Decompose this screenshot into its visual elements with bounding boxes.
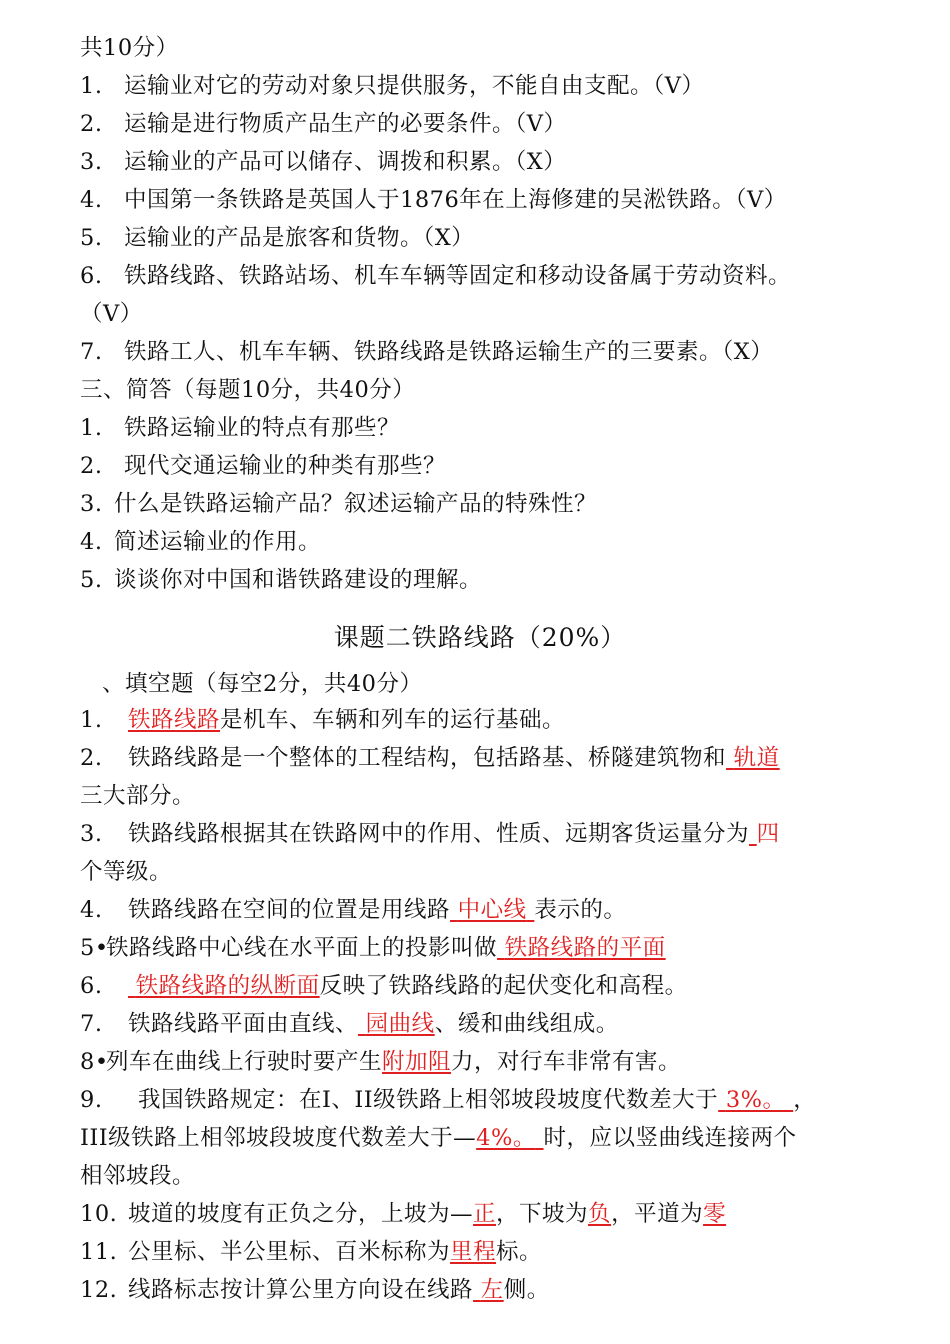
item-text: 运输是进行物质产品生产的必要条件。（V） bbox=[124, 111, 567, 137]
item-number: 1. bbox=[80, 415, 103, 441]
list-item bbox=[80, 106, 567, 142]
question-text: 铁路线路中心线在水平面上的投影叫做 bbox=[106, 935, 498, 961]
fill-question bbox=[80, 740, 780, 776]
item-number: 9. bbox=[80, 1087, 103, 1113]
fill-question bbox=[80, 1082, 816, 1118]
list-item bbox=[80, 524, 321, 560]
answer-blank: 园曲线 bbox=[365, 1011, 435, 1037]
item-text: 中国第一条铁路是英国人于1876年在上海修建的吴淞铁路。（V） bbox=[124, 187, 787, 213]
list-item-continuation: （V） bbox=[80, 301, 143, 327]
fill-question bbox=[80, 1006, 619, 1042]
item-number: 5. bbox=[80, 567, 103, 593]
question-text: ，下坡为 bbox=[496, 1201, 589, 1227]
question-text: 表示的。 bbox=[534, 897, 627, 923]
answer-blank: 左 bbox=[480, 1277, 504, 1303]
question-text: 铁路线路是一个整体的工程结构，包括路基、桥隧建筑物和 bbox=[128, 745, 727, 771]
question-text: III级铁路上相邻坡段坡度代数差大于— bbox=[80, 1125, 477, 1151]
answer-blank: 里程 bbox=[450, 1239, 497, 1265]
answer-blank: 铁路线路的纵断面 bbox=[135, 973, 320, 999]
question-text: ，平道为 bbox=[611, 1201, 704, 1227]
item-number: 2. bbox=[80, 453, 103, 479]
list-item bbox=[80, 334, 773, 370]
answer-blank bbox=[749, 821, 757, 847]
fill-in-heading: 、填空题（每空2分，共40分） bbox=[102, 671, 423, 697]
answer-blank: 中心线 bbox=[457, 897, 527, 923]
question-text: 线路标志按计算公里方向设在线路 bbox=[128, 1277, 474, 1303]
question-text: 公里标、半公里标、百米标称为 bbox=[128, 1239, 451, 1265]
question-text: 列车在曲线上行驶时要产生 bbox=[106, 1049, 383, 1075]
answer-blank: 附加阻 bbox=[382, 1049, 452, 1075]
item-text: 铁路运输业的特点有那些？ bbox=[124, 415, 401, 441]
question-continuation bbox=[80, 1120, 797, 1156]
item-text: 运输业的产品是旅客和货物。（X） bbox=[124, 225, 475, 251]
answer-blank: 3%。 bbox=[725, 1087, 786, 1113]
question-text: ， bbox=[793, 1087, 817, 1113]
item-number: 3. bbox=[80, 821, 103, 847]
fill-question bbox=[80, 1044, 681, 1080]
question-text: 坡道的坡度有正负之分，上坡为— bbox=[128, 1201, 474, 1227]
question-text: 我国铁路规定：在I、II级铁路上相邻坡段坡度代数差大于 bbox=[138, 1087, 719, 1113]
item-number: 1. bbox=[80, 73, 103, 99]
item-number: 10. bbox=[80, 1201, 118, 1227]
fill-question bbox=[80, 892, 626, 928]
item-text: 谈谈你对中国和谐铁路建设的理解。 bbox=[114, 567, 483, 593]
list-item bbox=[80, 182, 787, 218]
list-item bbox=[80, 68, 705, 104]
answer-blank: 正 bbox=[473, 1201, 497, 1227]
question-continuation: 三大部分。 bbox=[80, 783, 196, 809]
item-text: 运输业对它的劳动对象只提供服务，不能自由支配。（V） bbox=[124, 73, 705, 99]
question-text: 标。 bbox=[496, 1239, 543, 1265]
item-text: 铁路工人、机车车辆、铁路线路是铁路运输生产的三要素。（X） bbox=[124, 339, 774, 365]
answer-blank: 4%。 bbox=[476, 1125, 536, 1151]
item-number: 3. bbox=[80, 491, 103, 517]
fill-question bbox=[80, 968, 688, 1004]
list-item bbox=[80, 562, 482, 598]
item-number: 5. bbox=[80, 225, 103, 251]
list-item bbox=[80, 486, 597, 522]
fill-question bbox=[80, 1272, 550, 1308]
answer-blank: 负 bbox=[588, 1201, 612, 1227]
item-number: 2. bbox=[80, 745, 103, 771]
fill-question bbox=[80, 930, 666, 966]
item-number: 2. bbox=[80, 111, 103, 137]
item-text: 运输业的产品可以储存、调拨和积累。（X） bbox=[124, 149, 567, 175]
question-text: 侧。 bbox=[503, 1277, 550, 1303]
item-number: 8• bbox=[80, 1049, 109, 1075]
item-number: 4. bbox=[80, 529, 103, 555]
item-number: 3. bbox=[80, 149, 103, 175]
answer-text: 四 bbox=[756, 821, 780, 847]
item-number: 7. bbox=[80, 1011, 103, 1037]
item-number: 12. bbox=[80, 1277, 118, 1303]
item-number: 6. bbox=[80, 973, 103, 999]
item-number: 4. bbox=[80, 187, 103, 213]
item-text: 什么是铁路运输产品？叙述运输产品的特殊性？ bbox=[114, 491, 598, 517]
list-item bbox=[80, 258, 791, 294]
list-item bbox=[80, 144, 566, 180]
list-item bbox=[80, 410, 400, 446]
list-item bbox=[80, 220, 474, 256]
question-text: 反映了铁路线路的起伏变化和高程。 bbox=[319, 973, 688, 999]
item-number: 11. bbox=[80, 1239, 118, 1265]
fill-question bbox=[80, 1234, 542, 1270]
answer-blank: 铁路线路的平面 bbox=[504, 935, 666, 961]
question-text: 铁路线路平面由直线、 bbox=[128, 1011, 359, 1037]
question-text: 时，应以竖曲线连接两个 bbox=[543, 1125, 797, 1151]
question-text: 铁路线路在空间的位置是用线路 bbox=[128, 897, 451, 923]
item-number: 4. bbox=[80, 897, 103, 923]
item-text: 铁路线路、铁路站场、机车车辆等固定和移动设备属于劳动资料。 bbox=[124, 263, 792, 289]
question-continuation: 相邻坡段。 bbox=[80, 1163, 196, 1189]
item-text: 简述运输业的作用。 bbox=[114, 529, 322, 555]
item-number: 5• bbox=[80, 935, 109, 961]
topic-title: 课题二铁路线路（20%） bbox=[333, 623, 627, 652]
list-item bbox=[80, 448, 446, 484]
item-text: 现代交通运输业的种类有那些？ bbox=[124, 453, 447, 479]
question-continuation: 个等级。 bbox=[80, 859, 173, 885]
fill-question bbox=[80, 816, 780, 852]
question-text: 力，对行车非常有害。 bbox=[451, 1049, 682, 1075]
answer-blank: 铁路线路 bbox=[128, 707, 221, 733]
item-number: 1. bbox=[80, 707, 103, 733]
fill-question bbox=[80, 1196, 726, 1232]
answer-blank: 轨道 bbox=[733, 745, 780, 771]
section-heading: 三、简答（每题10分，共40分） bbox=[80, 377, 416, 403]
question-text: 铁路线路根据其在铁路网中的作用、性质、远期客货运量分为 bbox=[128, 821, 750, 847]
fill-question bbox=[80, 702, 565, 738]
question-text: 、缓和曲线组成。 bbox=[434, 1011, 619, 1037]
section-header-tail: 共10分） bbox=[80, 35, 179, 61]
item-number: 6. bbox=[80, 263, 103, 289]
item-number: 7. bbox=[80, 339, 103, 365]
question-text: 是机车、车辆和列车的运行基础。 bbox=[220, 707, 566, 733]
answer-blank: 零 bbox=[703, 1201, 727, 1227]
